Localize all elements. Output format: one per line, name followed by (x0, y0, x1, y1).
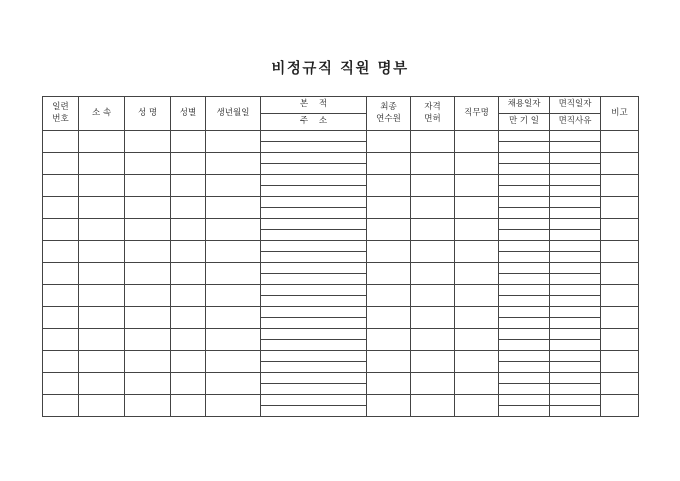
name-cell[interactable] (125, 219, 171, 241)
leave-date-cell[interactable] (550, 307, 601, 318)
department-cell[interactable] (79, 329, 125, 351)
remarks-cell[interactable] (601, 219, 639, 241)
table-row (43, 307, 639, 318)
department-cell[interactable] (79, 197, 125, 219)
license-cell[interactable] (411, 153, 455, 175)
serial-number-cell[interactable] (43, 197, 79, 219)
domicile-cell[interactable] (261, 131, 367, 142)
leave-reason-cell[interactable] (550, 186, 601, 197)
education-cell[interactable] (367, 175, 411, 197)
table-row (43, 373, 639, 384)
job-title-cell[interactable] (455, 197, 499, 219)
education-cell[interactable] (367, 219, 411, 241)
name-cell[interactable] (125, 307, 171, 329)
gender-cell[interactable] (171, 219, 206, 241)
domicile-cell[interactable] (261, 153, 367, 164)
job-title-cell[interactable] (455, 373, 499, 395)
leave-date-cell[interactable] (550, 351, 601, 362)
birthdate-cell[interactable] (206, 329, 261, 351)
address-cell[interactable] (261, 340, 367, 351)
birthdate-cell[interactable] (206, 153, 261, 175)
hire-date-cell[interactable] (499, 131, 550, 142)
hire-date-cell[interactable] (499, 263, 550, 274)
expiry-date-cell[interactable] (499, 406, 550, 417)
name-cell[interactable] (125, 395, 171, 417)
leave-date-cell[interactable] (550, 263, 601, 274)
leave-reason-cell[interactable] (550, 164, 601, 175)
job-title-cell[interactable] (455, 131, 499, 153)
serial-number-cell[interactable] (43, 329, 79, 351)
table-row (43, 131, 639, 142)
remarks-cell[interactable] (601, 395, 639, 417)
license-cell[interactable] (411, 307, 455, 329)
table-row (43, 285, 639, 296)
expiry-date-cell[interactable] (499, 384, 550, 395)
name-cell[interactable] (125, 153, 171, 175)
leave-date-cell[interactable] (550, 373, 601, 384)
name-cell[interactable] (125, 351, 171, 373)
department-cell[interactable] (79, 175, 125, 197)
license-cell[interactable] (411, 329, 455, 351)
gender-cell[interactable] (171, 131, 206, 153)
remarks-cell[interactable] (601, 241, 639, 263)
table-body (43, 131, 639, 417)
serial-number-cell[interactable] (43, 263, 79, 285)
gender-cell[interactable] (171, 263, 206, 285)
gender-cell[interactable] (171, 175, 206, 197)
expiry-date-cell[interactable] (499, 252, 550, 263)
hire-date-cell[interactable] (499, 197, 550, 208)
birthdate-cell[interactable] (206, 131, 261, 153)
name-cell[interactable] (125, 241, 171, 263)
remarks-cell[interactable] (601, 307, 639, 329)
license-cell[interactable] (411, 395, 455, 417)
department-cell[interactable] (79, 373, 125, 395)
name-cell[interactable] (125, 197, 171, 219)
birthdate-cell[interactable] (206, 241, 261, 263)
department-cell[interactable] (79, 285, 125, 307)
name-cell[interactable] (125, 285, 171, 307)
address-cell[interactable] (261, 252, 367, 263)
table-row (43, 197, 639, 208)
hire-date-cell[interactable] (499, 373, 550, 384)
remarks-cell[interactable] (601, 263, 639, 285)
education-cell[interactable] (367, 153, 411, 175)
job-title-cell[interactable] (455, 219, 499, 241)
gender-cell[interactable] (171, 153, 206, 175)
leave-reason-cell[interactable] (550, 340, 601, 351)
address-cell[interactable] (261, 318, 367, 329)
leave-reason-cell[interactable] (550, 318, 601, 329)
header-remarks: 비고 (601, 97, 639, 131)
header-education: 최종 연수원 (367, 97, 411, 131)
header-expiry-date: 만 기 일 (499, 114, 550, 131)
hire-date-cell[interactable] (499, 329, 550, 340)
serial-number-cell[interactable] (43, 395, 79, 417)
header-serial-number: 일련 번호 (43, 97, 79, 131)
birthdate-cell[interactable] (206, 175, 261, 197)
remarks-cell[interactable] (601, 197, 639, 219)
department-cell[interactable] (79, 241, 125, 263)
education-cell[interactable] (367, 263, 411, 285)
hire-date-cell[interactable] (499, 175, 550, 186)
remarks-cell[interactable] (601, 153, 639, 175)
license-cell[interactable] (411, 175, 455, 197)
job-title-cell[interactable] (455, 241, 499, 263)
birthdate-cell[interactable] (206, 395, 261, 417)
serial-number-cell[interactable] (43, 175, 79, 197)
table-row (43, 241, 639, 252)
department-cell[interactable] (79, 395, 125, 417)
table-row (43, 219, 639, 230)
domicile-cell[interactable] (261, 219, 367, 230)
education-cell[interactable] (367, 373, 411, 395)
job-title-cell[interactable] (455, 285, 499, 307)
department-cell[interactable] (79, 307, 125, 329)
address-cell[interactable] (261, 208, 367, 219)
leave-date-cell[interactable] (550, 395, 601, 406)
job-title-cell[interactable] (455, 351, 499, 373)
gender-cell[interactable] (171, 351, 206, 373)
education-cell[interactable] (367, 131, 411, 153)
hire-date-cell[interactable] (499, 395, 550, 406)
leave-reason-cell[interactable] (550, 230, 601, 241)
serial-number-cell[interactable] (43, 307, 79, 329)
gender-cell[interactable] (171, 395, 206, 417)
header-license: 자격 면허 (411, 97, 455, 131)
expiry-date-cell[interactable] (499, 362, 550, 373)
education-cell[interactable] (367, 395, 411, 417)
domicile-cell[interactable] (261, 329, 367, 340)
education-cell[interactable] (367, 197, 411, 219)
leave-reason-cell[interactable] (550, 208, 601, 219)
education-cell[interactable] (367, 307, 411, 329)
name-cell[interactable] (125, 263, 171, 285)
serial-number-cell[interactable] (43, 241, 79, 263)
domicile-cell[interactable] (261, 175, 367, 186)
name-cell[interactable] (125, 131, 171, 153)
expiry-date-cell[interactable] (499, 142, 550, 153)
serial-number-cell[interactable] (43, 219, 79, 241)
domicile-cell[interactable] (261, 285, 367, 296)
license-cell[interactable] (411, 351, 455, 373)
domicile-cell[interactable] (261, 395, 367, 406)
expiry-date-cell[interactable] (499, 230, 550, 241)
job-title-cell[interactable] (455, 395, 499, 417)
leave-date-cell[interactable] (550, 153, 601, 164)
leave-reason-cell[interactable] (550, 296, 601, 307)
leave-date-cell[interactable] (550, 131, 601, 142)
expiry-date-cell[interactable] (499, 186, 550, 197)
education-cell[interactable] (367, 329, 411, 351)
header-address: 주 소 (261, 114, 367, 131)
expiry-date-cell[interactable] (499, 164, 550, 175)
remarks-cell[interactable] (601, 131, 639, 153)
table-row (43, 175, 639, 186)
gender-cell[interactable] (171, 307, 206, 329)
department-cell[interactable] (79, 131, 125, 153)
expiry-date-cell[interactable] (499, 318, 550, 329)
leave-date-cell[interactable] (550, 219, 601, 230)
remarks-cell[interactable] (601, 285, 639, 307)
serial-number-cell[interactable] (43, 351, 79, 373)
name-cell[interactable] (125, 175, 171, 197)
education-cell[interactable] (367, 241, 411, 263)
hire-date-cell[interactable] (499, 285, 550, 296)
gender-cell[interactable] (171, 329, 206, 351)
employee-roster-table (42, 96, 639, 417)
expiry-date-cell[interactable] (499, 274, 550, 285)
address-cell[interactable] (261, 274, 367, 285)
gender-cell[interactable] (171, 241, 206, 263)
header-leave-reason: 면직사유 (550, 114, 601, 131)
hire-date-cell[interactable] (499, 153, 550, 164)
table-row (43, 395, 639, 406)
table-row (43, 329, 639, 340)
serial-number-cell[interactable] (43, 285, 79, 307)
gender-cell[interactable] (171, 197, 206, 219)
gender-cell[interactable] (171, 373, 206, 395)
serial-number-cell[interactable] (43, 373, 79, 395)
remarks-cell[interactable] (601, 373, 639, 395)
serial-number-cell[interactable] (43, 153, 79, 175)
education-cell[interactable] (367, 351, 411, 373)
license-cell[interactable] (411, 131, 455, 153)
job-title-cell[interactable] (455, 153, 499, 175)
birthdate-cell[interactable] (206, 197, 261, 219)
domicile-cell[interactable] (261, 263, 367, 274)
birthdate-cell[interactable] (206, 351, 261, 373)
license-cell[interactable] (411, 263, 455, 285)
address-cell[interactable] (261, 296, 367, 307)
domicile-cell[interactable] (261, 373, 367, 384)
birthdate-cell[interactable] (206, 307, 261, 329)
leave-reason-cell[interactable] (550, 406, 601, 417)
domicile-cell[interactable] (261, 197, 367, 208)
address-cell[interactable] (261, 362, 367, 373)
gender-cell[interactable] (171, 285, 206, 307)
leave-date-cell[interactable] (550, 329, 601, 340)
job-title-cell[interactable] (455, 263, 499, 285)
header-domicile: 본 적 (261, 97, 367, 114)
name-cell[interactable] (125, 329, 171, 351)
leave-date-cell[interactable] (550, 175, 601, 186)
leave-date-cell[interactable] (550, 197, 601, 208)
job-title-cell[interactable] (455, 329, 499, 351)
department-cell[interactable] (79, 219, 125, 241)
header-leave-date: 면직일자 (550, 97, 601, 114)
birthdate-cell[interactable] (206, 285, 261, 307)
table-header (43, 97, 639, 131)
serial-number-cell[interactable] (43, 131, 79, 153)
domicile-cell[interactable] (261, 241, 367, 252)
remarks-cell[interactable] (601, 329, 639, 351)
department-cell[interactable] (79, 153, 125, 175)
expiry-date-cell[interactable] (499, 296, 550, 307)
table-row (43, 351, 639, 362)
header-gender: 성별 (171, 97, 206, 131)
hire-date-cell[interactable] (499, 241, 550, 252)
hire-date-cell[interactable] (499, 351, 550, 362)
birthdate-cell[interactable] (206, 219, 261, 241)
remarks-cell[interactable] (601, 175, 639, 197)
expiry-date-cell[interactable] (499, 340, 550, 351)
address-cell[interactable] (261, 186, 367, 197)
leave-date-cell[interactable] (550, 241, 601, 252)
department-cell[interactable] (79, 263, 125, 285)
birthdate-cell[interactable] (206, 373, 261, 395)
document-title: 비정규직 직원 명부 (271, 60, 409, 77)
job-title-cell[interactable] (455, 307, 499, 329)
expiry-date-cell[interactable] (499, 208, 550, 219)
domicile-cell[interactable] (261, 307, 367, 318)
leave-date-cell[interactable] (550, 285, 601, 296)
address-cell[interactable] (261, 406, 367, 417)
hire-date-cell[interactable] (499, 219, 550, 230)
address-cell[interactable] (261, 384, 367, 395)
leave-reason-cell[interactable] (550, 274, 601, 285)
address-cell[interactable] (261, 230, 367, 241)
remarks-cell[interactable] (601, 351, 639, 373)
header-job-title: 직무명 (455, 97, 499, 131)
license-cell[interactable] (411, 219, 455, 241)
header-hire-date: 채용일자 (499, 97, 550, 114)
license-cell[interactable] (411, 197, 455, 219)
header-birthdate: 생년월일 (206, 97, 261, 131)
header-department: 소 속 (79, 97, 125, 131)
department-cell[interactable] (79, 351, 125, 373)
table-row (43, 263, 639, 274)
license-cell[interactable] (411, 373, 455, 395)
hire-date-cell[interactable] (499, 307, 550, 318)
leave-reason-cell[interactable] (550, 384, 601, 395)
education-cell[interactable] (367, 285, 411, 307)
name-cell[interactable] (125, 373, 171, 395)
license-cell[interactable] (411, 285, 455, 307)
header-name: 성 명 (125, 97, 171, 131)
table-row (43, 153, 639, 164)
leave-reason-cell[interactable] (550, 362, 601, 373)
address-cell[interactable] (261, 164, 367, 175)
birthdate-cell[interactable] (206, 263, 261, 285)
leave-reason-cell[interactable] (550, 252, 601, 263)
address-cell[interactable] (261, 142, 367, 153)
license-cell[interactable] (411, 241, 455, 263)
job-title-cell[interactable] (455, 175, 499, 197)
leave-reason-cell[interactable] (550, 142, 601, 153)
domicile-cell[interactable] (261, 351, 367, 362)
